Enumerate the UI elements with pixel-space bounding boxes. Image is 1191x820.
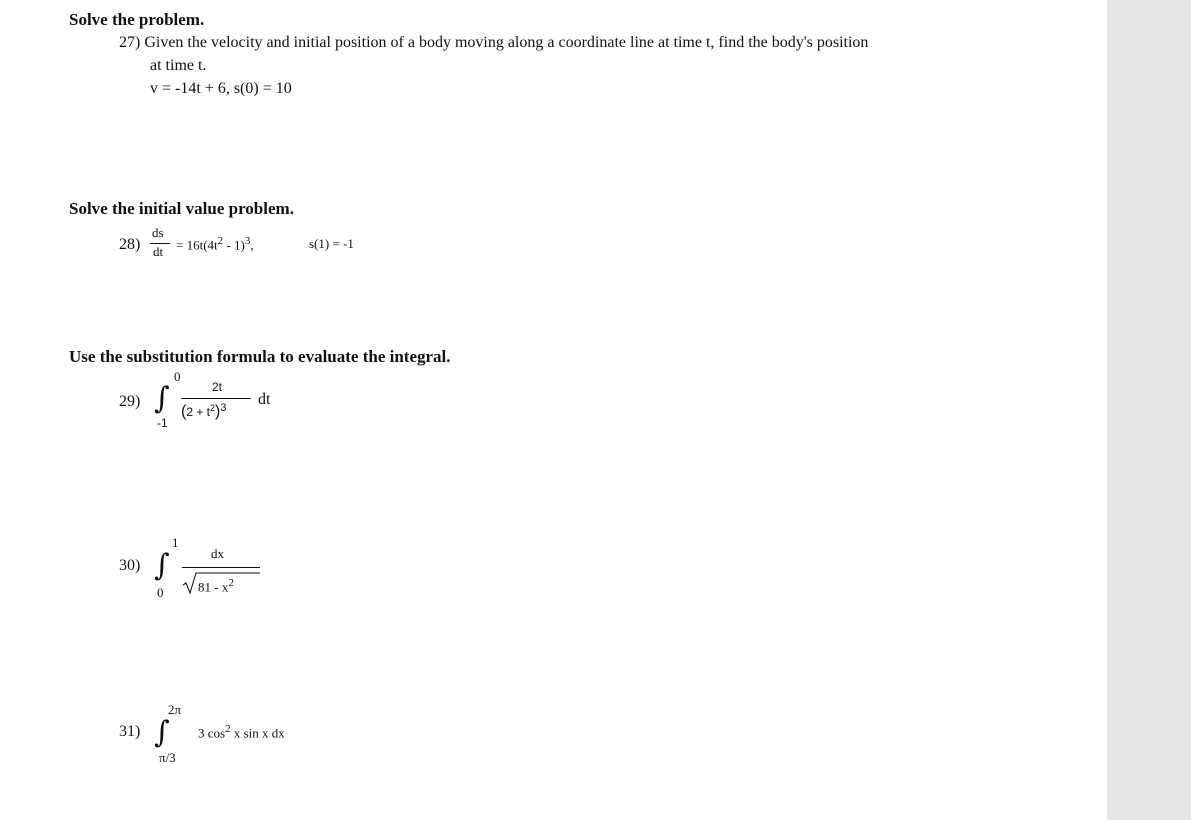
problem-30-upper-limit: 1 xyxy=(172,535,179,550)
problem-28-frac-denominator: dt xyxy=(153,244,164,259)
problem-28-frac-numerator: ds xyxy=(152,225,164,240)
problem-28-number: 28) xyxy=(119,236,141,253)
problem-29-differential: dt xyxy=(258,391,271,408)
problem-30-number: 30) xyxy=(119,557,141,574)
problem-31-lower-limit: π/3 xyxy=(159,750,176,765)
problem-text: Given the velocity and initial position of a body moving along a coordinate line at time t, find the body's position xyxy=(144,34,869,51)
problem-27-text-cont: at time t. xyxy=(150,57,207,74)
problem-29-fraction-bar xyxy=(181,398,251,399)
integral-sign-icon: ∫ xyxy=(154,381,170,416)
problem-29-number: 29) xyxy=(119,393,141,410)
section-heading-initial-value: Solve the initial value problem. xyxy=(69,199,294,218)
problem-31-upper-limit: 2π xyxy=(168,702,182,717)
problem-29-lower-limit: -1 xyxy=(157,416,168,430)
viewer-gutter xyxy=(1107,0,1191,820)
problem-number: 27) xyxy=(119,34,141,51)
problem-27 xyxy=(119,34,868,52)
integral-sign-icon: ∫ xyxy=(154,548,170,583)
problem-29-upper-limit: 0 xyxy=(174,369,181,384)
problem-30-fraction-bar xyxy=(182,567,260,568)
problem-28-condition: s(1) = -1 xyxy=(309,236,354,251)
problem-30-numerator: dx xyxy=(211,546,224,561)
problem-30-denominator: $81 - x^2$ xyxy=(198,577,234,595)
section-heading-substitution: Use the substitution formula to evaluate the integral. xyxy=(69,347,451,366)
problem-28-equation: = $16t(4t^2 - 1)^3$, xyxy=(176,235,254,253)
problem-31-integrand: 3 $\cos^2 x$ sin x dx xyxy=(198,723,285,741)
problem-29-numerator: 2t xyxy=(212,380,223,394)
problem-30-lower-limit: 0 xyxy=(157,585,164,600)
problem-27-equation: v = -14t + 6, s(0) = 10 xyxy=(150,80,292,97)
problem-31-number: 31) xyxy=(119,723,141,740)
problem-29-denominator: $(2 + t^2)^3$ xyxy=(181,402,227,420)
section-heading-solve: Solve the problem. xyxy=(69,10,205,29)
integral-sign-icon: ∫ xyxy=(154,715,170,750)
